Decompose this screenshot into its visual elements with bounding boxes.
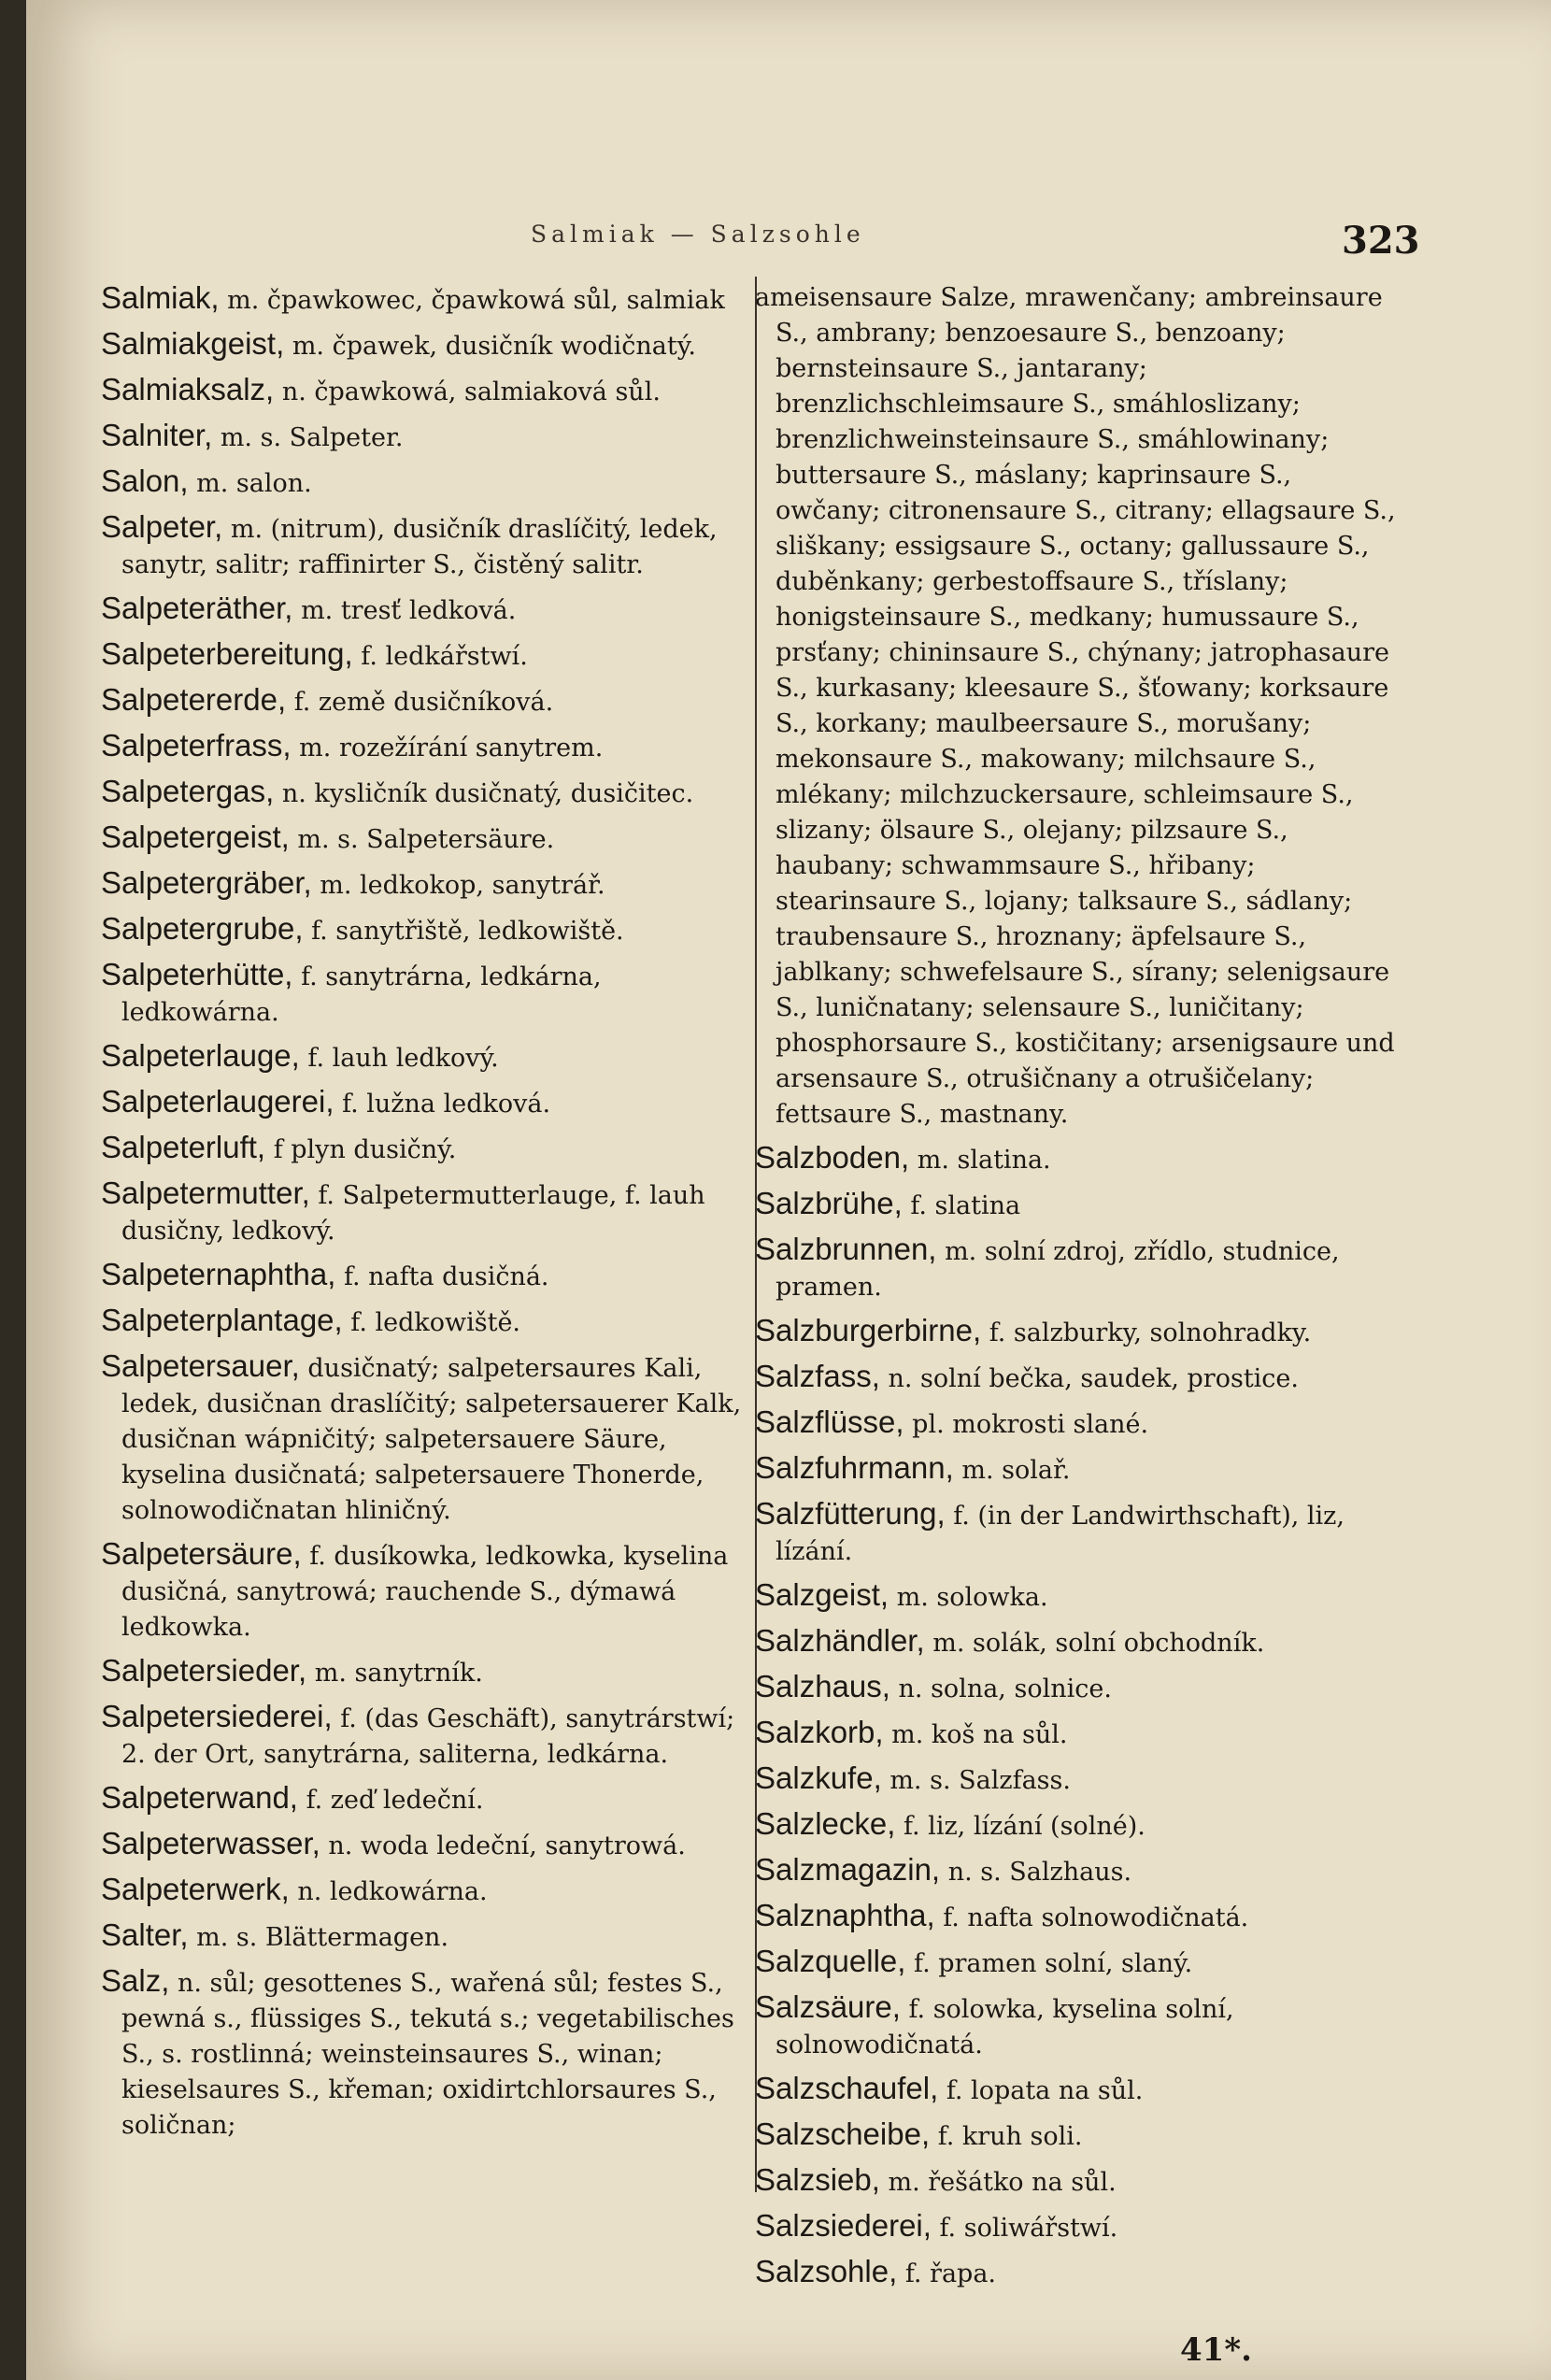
dictionary-entry bbox=[101, 463, 746, 502]
entry-definition: f. kruh soli. bbox=[930, 2122, 1083, 2151]
dictionary-entry bbox=[101, 1699, 746, 1773]
dictionary-entry bbox=[101, 280, 746, 319]
entry-headword: Salzkorb, bbox=[755, 1715, 884, 1749]
entry-definition: n. čpawkowá, salmiaková sůl. bbox=[274, 378, 661, 406]
dictionary-entry bbox=[101, 636, 746, 675]
entry-headword: Salzsieb, bbox=[755, 2162, 880, 2197]
dictionary-entry bbox=[101, 728, 746, 766]
dictionary-entry bbox=[755, 2208, 1400, 2246]
dictionary-entry bbox=[101, 1536, 746, 1646]
entry-headword: Salzscheibe, bbox=[755, 2116, 931, 2151]
dictionary-entry bbox=[101, 1303, 746, 1341]
dictionary-entry bbox=[101, 1963, 746, 2144]
entry-definition: f. Salpetermutterlauge, f. lauh dusičny, ledkový. bbox=[121, 1181, 705, 1246]
dictionary-entry bbox=[755, 1577, 1400, 1616]
entry-definition: n. s. Salzhaus. bbox=[940, 1858, 1132, 1887]
entry-definition: f. slatina bbox=[902, 1191, 1021, 1220]
entry-headword: Salpetererde, bbox=[101, 682, 287, 717]
entry-headword: Salpetersauer, bbox=[101, 1348, 300, 1383]
entry-headword: Salpeterfrass, bbox=[101, 728, 292, 762]
entry-definition: m. řešátko na sůl. bbox=[879, 2168, 1117, 2197]
entry-headword: Salzsohle, bbox=[755, 2254, 898, 2288]
entry-headword: Salzschaufel, bbox=[755, 2071, 939, 2105]
entry-headword: Salmiak, bbox=[101, 280, 220, 315]
dictionary-entry bbox=[101, 1038, 746, 1076]
entry-headword: Salzgeist, bbox=[755, 1577, 889, 1612]
entry-definition: m. čpawkowec, čpawkowá sůl, salmiak bbox=[219, 286, 725, 315]
entry-headword: Salzfass, bbox=[755, 1359, 880, 1393]
dictionary-entry bbox=[101, 1176, 746, 1249]
entry-definition: n. sůl; gesottenes S., wařená sůl; festes S., pewná s., flüssiges S., tekutá s.; vegetabilisches S., s. rostlinná; weinsteinsaures S., winan; kieselsaures S., křeman; oxidirtchlorsaures S., soličnan; bbox=[121, 1969, 734, 2140]
entry-headword: Salpetersiederei, bbox=[101, 1699, 333, 1733]
entry-definition: pl. mokrosti slané. bbox=[904, 1410, 1149, 1439]
entry-headword: Salzbrühe, bbox=[755, 1186, 903, 1220]
dictionary-entry bbox=[755, 1715, 1400, 1753]
entry-definition: m. s. Salzfass. bbox=[881, 1766, 1071, 1795]
entry-headword: Salpeternaphtha, bbox=[101, 1257, 336, 1291]
entry-headword: Salzfütterung, bbox=[755, 1496, 946, 1531]
dictionary-entry bbox=[101, 911, 746, 949]
dictionary-entry bbox=[755, 280, 1400, 1133]
dictionary-entry bbox=[755, 2071, 1400, 2109]
entry-headword: Salzhaus, bbox=[755, 1669, 890, 1703]
entry-definition: m. solák, solní obchodník. bbox=[924, 1629, 1265, 1658]
dictionary-entry bbox=[755, 1623, 1400, 1661]
dictionary-entry bbox=[101, 509, 746, 583]
entry-definition: m. koš na sůl. bbox=[883, 1720, 1068, 1749]
entry-headword: Salpetermutter, bbox=[101, 1176, 310, 1210]
entry-definition: f. ledkářstwí. bbox=[352, 642, 528, 671]
entry-headword: Salzhändler, bbox=[755, 1623, 925, 1658]
dictionary-entry bbox=[101, 1257, 746, 1295]
entry-definition: f. liz, lízání (solné). bbox=[895, 1812, 1145, 1841]
dictionary-entry bbox=[755, 1450, 1400, 1489]
entry-headword: Salzmagazin, bbox=[755, 1852, 941, 1887]
entry-headword: Salpeterwand, bbox=[101, 1780, 298, 1815]
entry-definition: m. solní zdroj, zřídlo, studnice, pramen. bbox=[776, 1237, 1340, 1302]
entry-definition: m. solowka. bbox=[889, 1583, 1048, 1612]
entry-definition: f. ledkowiště. bbox=[342, 1308, 521, 1337]
entry-headword: Salzsiederei, bbox=[755, 2208, 932, 2243]
entry-headword: Salzbrunnen, bbox=[755, 1232, 937, 1266]
entry-headword: Salpetergas, bbox=[101, 774, 275, 808]
entry-definition: n. solna, solnice. bbox=[889, 1675, 1112, 1703]
dictionary-entry bbox=[101, 591, 746, 629]
dictionary-entry bbox=[101, 1826, 746, 1864]
entry-definition: f. sanytřiště, ledkowiště. bbox=[303, 917, 624, 946]
entry-definition: f. lužna ledková. bbox=[334, 1090, 551, 1119]
entry-definition: m. ledkokop, sanytrář. bbox=[311, 871, 605, 900]
entry-definition: f. sanytrárna, ledkárna, ledkowárna. bbox=[121, 962, 602, 1027]
entry-headword: Salpeterwasser, bbox=[101, 1826, 320, 1860]
dictionary-entry bbox=[755, 1760, 1400, 1799]
entry-headword: Salznaphtha, bbox=[755, 1898, 935, 1932]
entry-headword: Salzflüsse, bbox=[755, 1404, 904, 1439]
entry-definition: m. salon. bbox=[188, 469, 312, 498]
entry-headword: Salmiakgeist, bbox=[101, 326, 285, 361]
dictionary-entry bbox=[101, 1130, 746, 1168]
entry-definition: f plyn dusičný. bbox=[265, 1135, 457, 1164]
entry-headword: Salpetergeist, bbox=[101, 819, 290, 854]
dictionary-entry bbox=[755, 1944, 1400, 1982]
entry-headword: Salzfuhrmann, bbox=[755, 1450, 954, 1485]
dictionary-page bbox=[26, 0, 1551, 2380]
entry-definition: f. salzburky, solnohradky. bbox=[981, 1318, 1312, 1347]
entry-definition: m. rozežírání sanytrem. bbox=[291, 734, 604, 762]
entry-headword: Salpeterhütte, bbox=[101, 957, 293, 991]
entry-definition: f. dusíkowka, ledkowka, kyselina dusičná, sanytrowá; rauchende S., dýmawá ledkowka. bbox=[121, 1542, 729, 1642]
dictionary-entry bbox=[755, 1404, 1400, 1443]
entry-definition: n. woda ledeční, sanytrowá. bbox=[320, 1831, 686, 1860]
entry-headword: Salpeterwerk, bbox=[101, 1872, 290, 1906]
entry-definition: ameisensaure Salze, mrawenčany; ambreinsaure S., ambrany; benzoesaure S., benzoany; bernsteinsaure S., jantarany; brenzlichschleimsaure S., smáhloslizany; brenzlichweinsteinsaure S., smáhlowinany; buttersaure S., máslany; kaprinsaure S., owčany; citronensaure S., citrany; ellagsaure S., sliškany; essigsaure S., octany; gallussaure S., duběnkany; gerbestoffsaure S., tříslany; honigsteinsaure S., medkany; humussaure S., prsťany; chininsaure S., chýnany; jatrophasaure S., kurkasany; kleesaure S., šťowany; korksaure S., korkany; maulbeersaure S., morušany; mekonsaure S., makowany; milchsaure S., mlékany; milchzuckersaure, schleimsaure S., slizany; ölsaure S., olejany; pilzsaure S., haubany; schwammsaure S., hřibany; stearinsaure S., lojany; talksaure S., sádlany; traubensaure S., hroznany; äpfelsaure S., jablkany; schwefelsaure S., sírany; selenigsaure S., luničnatany; selensaure S., luničitany; phosphorsaure S., kostičitany; arsenigsaure und arsensaure S., otrušičnany a otrušičelany; fettsaure S., mastnany. bbox=[755, 283, 1396, 1129]
dictionary-entry bbox=[755, 2116, 1400, 2155]
dictionary-entry bbox=[755, 1669, 1400, 1707]
dictionary-entry bbox=[755, 1232, 1400, 1305]
dictionary-entry bbox=[755, 2254, 1400, 2292]
entry-headword: Salpeterlaugerei, bbox=[101, 1084, 334, 1119]
dictionary-entry bbox=[101, 372, 746, 410]
entry-definition: m. čpawek, dusičník wodičnatý. bbox=[284, 332, 696, 361]
dictionary-entry bbox=[755, 1313, 1400, 1351]
entry-definition: f. (das Geschäft), sanytrárstwí; 2. der Ort, sanytrárna, saliterna, ledkárna. bbox=[121, 1704, 735, 1769]
entry-headword: Salon, bbox=[101, 463, 189, 498]
printer-signature: 41*. bbox=[1180, 2331, 1252, 2369]
dictionary-entry bbox=[101, 774, 746, 812]
entry-definition: f. soliwářstwí. bbox=[931, 2214, 1118, 2243]
dictionary-entry bbox=[101, 418, 746, 456]
entry-definition: f. (in der Landwirthschaft), liz, lízání. bbox=[776, 1502, 1345, 1566]
entry-headword: Salpetersäure, bbox=[101, 1536, 302, 1571]
entry-headword: Salpeterlauge, bbox=[101, 1038, 300, 1073]
dictionary-entry bbox=[101, 865, 746, 904]
entry-definition: n. solní bečka, saudek, prostice. bbox=[879, 1364, 1299, 1393]
entry-definition: f. nafta solnowodičnatá. bbox=[934, 1903, 1249, 1932]
entry-definition: m. solař. bbox=[953, 1456, 1071, 1485]
entry-definition: f. nafta dusičná. bbox=[335, 1262, 549, 1291]
entry-headword: Salpeterbereitung, bbox=[101, 636, 353, 671]
entry-definition: f. lopata na sůl. bbox=[938, 2076, 1144, 2105]
entry-headword: Salzkufe, bbox=[755, 1760, 882, 1795]
dictionary-entry bbox=[755, 1852, 1400, 1890]
dictionary-entry bbox=[101, 1780, 746, 1818]
entry-headword: Salpetergrube, bbox=[101, 911, 304, 946]
entry-headword: Salmiaksalz, bbox=[101, 372, 275, 406]
entry-headword: Salpeterluft, bbox=[101, 1130, 266, 1164]
entry-definition: f. pramen solní, slaný. bbox=[905, 1949, 1193, 1978]
entry-headword: Salpeteräther, bbox=[101, 591, 293, 625]
dictionary-entry bbox=[101, 957, 746, 1031]
entry-headword: Salz, bbox=[101, 1963, 170, 1998]
entry-definition: dusičnatý; salpetersaures Kali, ledek, dusičnan draslíčitý; salpetersauerer Kalk, dusičnan wápničitý; salpetersauere Säure, kyselina dusičnatá; salpetersauere Thonerde, solnowodičnatan hliničný. bbox=[121, 1354, 742, 1525]
dictionary-entry bbox=[101, 819, 746, 858]
dictionary-entry bbox=[101, 1653, 746, 1691]
dictionary-entry bbox=[755, 1989, 1400, 2063]
running-head: Salmiak — Salzsohle bbox=[531, 221, 865, 248]
entry-definition: m. s. Salpeter. bbox=[212, 423, 404, 452]
entry-headword: Salpetergräber, bbox=[101, 865, 312, 900]
dictionary-entry bbox=[755, 2162, 1400, 2201]
right-column bbox=[755, 280, 1400, 2300]
page-number: 323 bbox=[1342, 219, 1420, 263]
entry-definition: f. země dusičníková. bbox=[286, 688, 554, 717]
dictionary-entry bbox=[755, 1186, 1400, 1224]
dictionary-entry bbox=[755, 1496, 1400, 1570]
entry-headword: Salter, bbox=[101, 1917, 189, 1952]
dictionary-entry bbox=[101, 1917, 746, 1956]
dictionary-entry bbox=[101, 1872, 746, 1910]
entry-definition: m. (nitrum), dusičník draslíčitý, ledek, sanytr, salitr; raffinirter S., čistěný salitr. bbox=[121, 515, 718, 579]
entry-definition: m. tresť ledková. bbox=[292, 596, 517, 625]
entry-headword: Salzburgerbirne, bbox=[755, 1313, 982, 1347]
dictionary-entry bbox=[101, 1084, 746, 1122]
entry-definition: n. kysličník dusičnatý, dusičitec. bbox=[274, 779, 694, 808]
dictionary-entry bbox=[755, 1140, 1400, 1178]
entry-headword: Salpetersieder, bbox=[101, 1653, 307, 1688]
entry-headword: Salpeterplantage, bbox=[101, 1303, 343, 1337]
entry-headword: Salniter, bbox=[101, 418, 213, 452]
entry-definition: f. řapa. bbox=[897, 2259, 997, 2288]
entry-definition: m. slatina. bbox=[909, 1146, 1051, 1175]
entry-definition: f. zeď ledeční. bbox=[297, 1786, 484, 1815]
dictionary-entry bbox=[101, 1348, 746, 1529]
entry-definition: f. lauh ledkový. bbox=[299, 1044, 499, 1073]
entry-definition: f. solowka, kyselina solní, solnowodičnatá. bbox=[776, 1995, 1234, 2059]
dictionary-entry bbox=[755, 1806, 1400, 1845]
dictionary-entry bbox=[101, 682, 746, 720]
entry-headword: Salzboden, bbox=[755, 1140, 910, 1175]
dictionary-entry bbox=[755, 1359, 1400, 1397]
entry-headword: Salzquelle, bbox=[755, 1944, 906, 1978]
entry-definition: m. sanytrník. bbox=[306, 1659, 483, 1688]
entry-headword: Salzsäure, bbox=[755, 1989, 901, 2024]
dictionary-entry bbox=[755, 1898, 1400, 1936]
entry-headword: Salpeter, bbox=[101, 509, 223, 544]
entry-definition: m. s. Blättermagen. bbox=[188, 1923, 449, 1952]
dictionary-entry bbox=[101, 326, 746, 364]
entry-definition: m. s. Salpetersäure. bbox=[289, 825, 555, 854]
entry-definition: n. ledkowárna. bbox=[289, 1877, 488, 1906]
entry-headword: Salzlecke, bbox=[755, 1806, 896, 1841]
left-column bbox=[101, 280, 746, 2151]
